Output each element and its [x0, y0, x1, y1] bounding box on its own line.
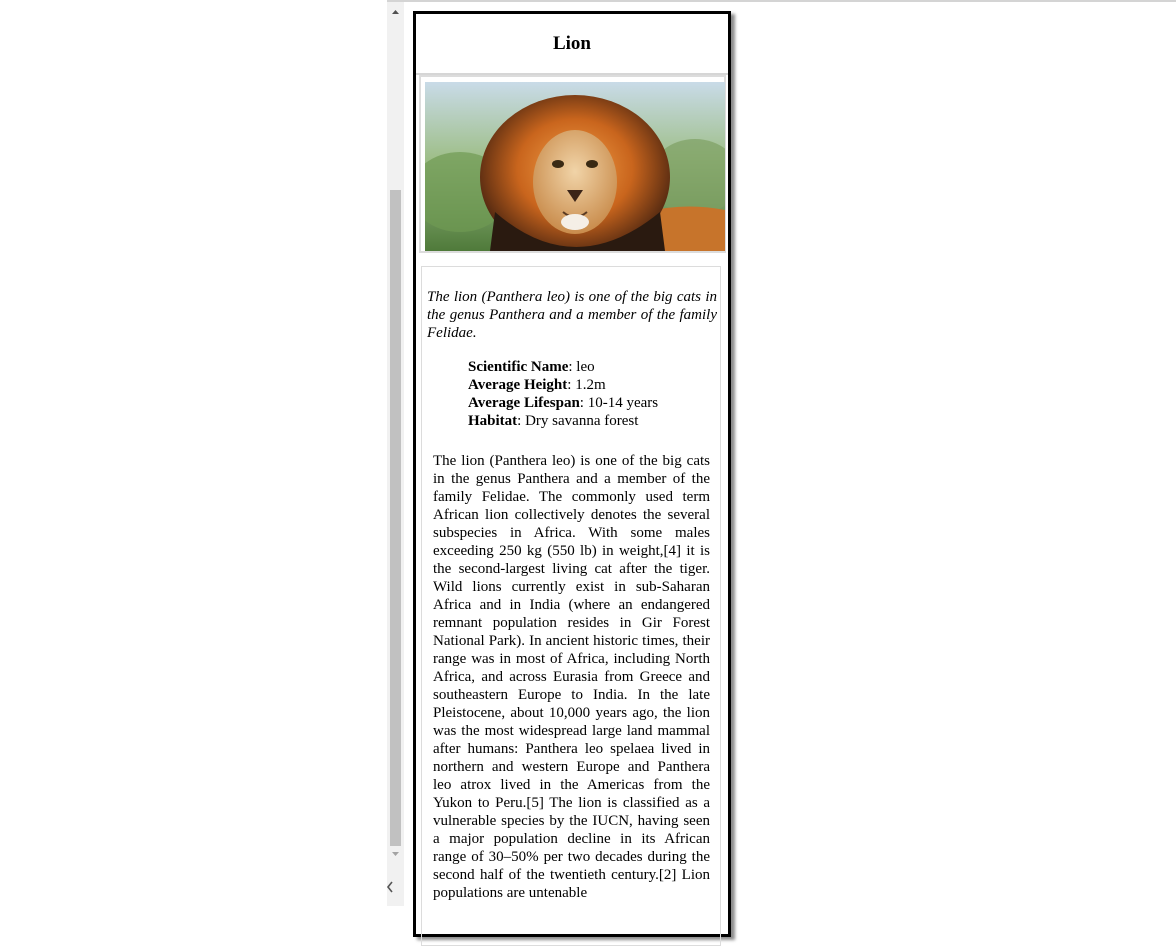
fact-row [468, 394, 658, 412]
scroll-down-icon[interactable] [387, 846, 404, 862]
animal-card [413, 11, 731, 937]
image-frame [419, 75, 726, 253]
scrollbar-thumb[interactable] [390, 190, 401, 846]
fact-label: Habitat [468, 413, 518, 429]
card-title: Lion [416, 14, 728, 75]
article-body [421, 266, 721, 946]
fact-value: : Dry savanna forest [517, 413, 639, 429]
chevron-left-icon[interactable] [383, 876, 397, 898]
facts-list [468, 358, 658, 430]
fact-label: Average Height [468, 377, 568, 393]
fact-value: : 1.2m [567, 377, 606, 393]
lion-image [425, 82, 725, 251]
fact-value: : 10-14 years [579, 395, 659, 411]
fact-label: Average Lifespan [468, 395, 580, 411]
intro-text: The lion (Panthera leo) is one of the big cats in the genus Panthera and a member of the family Felidae. [427, 289, 717, 341]
fact-row [468, 358, 658, 376]
fact-value: : leo [568, 359, 595, 375]
fact-row [468, 376, 658, 394]
fact-label: Scientific Name [468, 359, 569, 375]
fact-row [468, 412, 658, 430]
top-divider [387, 0, 1176, 2]
description-text: The lion (Panthera leo) is one of the big cats in the genus Panthera and a member of the family Felidae. The commonly used term African lion collectively denotes the several subspecies in Africa. With some males exceeding 250 kg (550 lb) in weight,[4] it is the second-largest living cat after the tiger. Wild lions currently exist in sub-Saharan Africa and in India (where an endangered remnant population resides in Gir Forest National Park). In ancient historic times, their range was in most of Africa, including North Africa, and across Eurasia from Greece and southeastern Europe to India. In the late Pleistocene, about 10,000 years ago, the lion was the most widespread large land mammal after humans: Panthera leo spelaea lived in northern and western Europe and Panthera leo atrox lived in the Americas from the Yukon to Peru.[5] The lion is classified as a vulnerable species by the IUCN, having seen a major population decline in its African range of 30–50% per two decades during the second half of the twentieth century.[2] Lion populations are untenable [433, 453, 710, 901]
scroll-up-icon[interactable] [387, 4, 404, 20]
